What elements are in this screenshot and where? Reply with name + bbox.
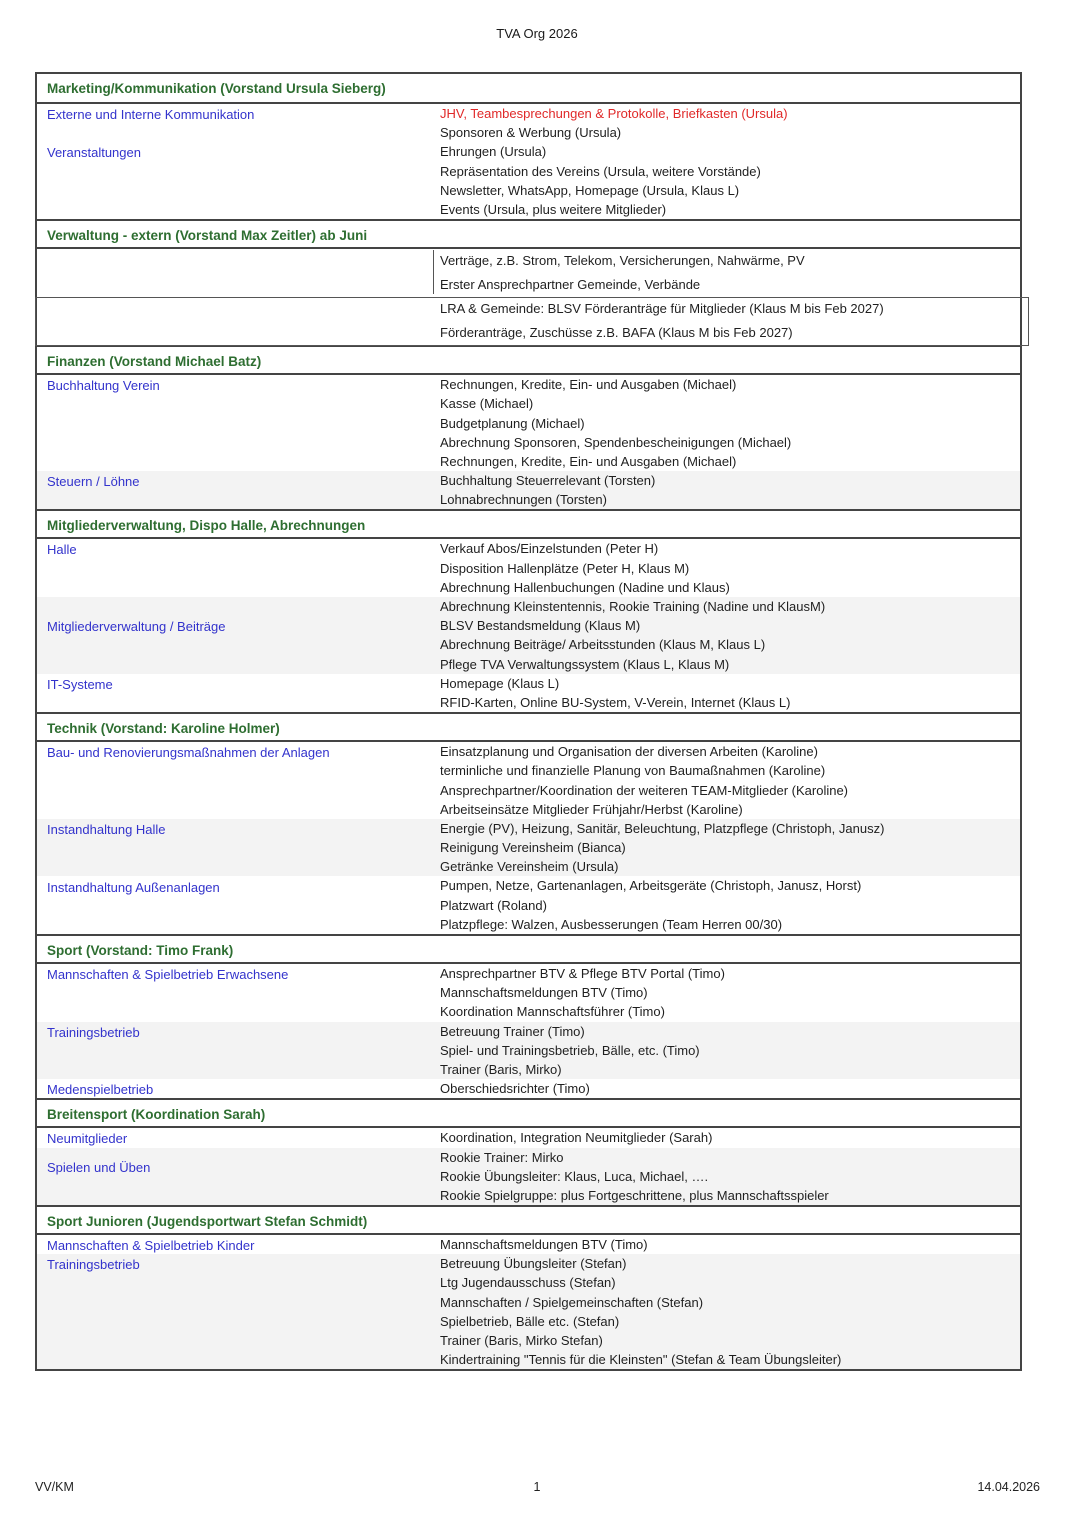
assignment-row — [37, 857, 1020, 876]
assignment-text: Energie (PV), Heizung, Sanitär, Beleuchtung, Platzpflege (Christoph, Janusz) — [440, 820, 885, 836]
assignment-text: Ansprechpartner/Koordination der weiteren TEAM-Mitglieder (Karoline) — [440, 782, 849, 798]
assignment-row — [37, 1350, 1020, 1369]
section-header: Marketing/Kommunikation (Vorstand Ursula Sieberg) — [37, 74, 1020, 104]
section-marketing — [37, 74, 1020, 219]
assignment-row — [37, 433, 1020, 452]
assignment-text: Oberschiedsrichter (Timo) — [440, 1081, 590, 1097]
assignment-text: terminliche und finanzielle Planung von Baumaßnahmen (Karoline) — [440, 763, 826, 779]
assignment-row — [37, 123, 1020, 142]
assignment-text: Mannschaftsmeldungen BTV (Timo) — [440, 985, 648, 1001]
section-body — [37, 375, 1020, 509]
assignment-row — [37, 800, 1020, 819]
assignment-row — [37, 578, 1020, 597]
assignment-text: Budgetplanung (Michael) — [440, 415, 585, 431]
assignment-text: Getränke Vereinsheim (Ursula) — [440, 859, 619, 875]
assignment-text: Förderanträge, Zuschüsse z.B. BAFA (Klaus M bis Feb 2027) — [440, 325, 793, 341]
document-title: TVA Org 2026 — [496, 26, 578, 41]
assignment-text: Trainer (Baris, Mirko) — [440, 1061, 562, 1077]
assignment-text: Erster Ansprechpartner Gemeinde, Verbände — [440, 277, 701, 293]
assignment-text: RFID-Karten, Online BU-System, V-Verein, Internet (Klaus L) — [440, 694, 791, 710]
assignment-text: Mannschaftsmeldungen BTV (Timo) — [440, 1237, 648, 1253]
assignment-text: Platzwart (Roland) — [440, 897, 547, 913]
assignment-text: Homepage (Klaus L) — [440, 675, 560, 691]
assignment-text: Ltg Jugendausschuss (Stefan) — [440, 1275, 616, 1291]
area-label: Mannschaften & Spielbetrieb Kinder — [47, 1238, 255, 1254]
assignment-text: Arbeitseinsätze Mitglieder Frühjahr/Herbst (Karoline) — [440, 801, 743, 817]
area-label: Instandhaltung Halle — [47, 821, 166, 837]
assignment-text: Newsletter, WhatsApp, Homepage (Ursula, Klaus L) — [440, 182, 740, 198]
assignment-row — [37, 1041, 1020, 1060]
assignment-row — [37, 1273, 1020, 1292]
assignment-row — [37, 321, 1020, 345]
footer-date: 14.04.2026 — [977, 1480, 1040, 1494]
assignment-text: Reinigung Vereinsheim (Bianca) — [440, 840, 626, 856]
assignment-row — [37, 597, 1020, 616]
section-junioren — [37, 1205, 1020, 1369]
footer-page-number: 1 — [533, 1480, 541, 1494]
area-label: Bau- und Renovierungsmaßnahmen der Anlagen — [47, 745, 330, 761]
assignment-text: Abrechnung Hallenbuchungen (Nadine und Klaus) — [440, 579, 730, 595]
assignment-row — [37, 490, 1020, 509]
assignment-text: Trainer (Baris, Mirko Stefan) — [440, 1333, 603, 1348]
section-header: Mitgliederverwaltung, Dispo Halle, Abrechnungen — [37, 509, 1020, 539]
assignment-row — [37, 559, 1020, 578]
textbox-border-artifact — [433, 250, 434, 294]
assignment-text: Disposition Hallenplätze (Peter H, Klaus M) — [440, 560, 690, 576]
assignment-text: Koordination Mannschaftsführer (Timo) — [440, 1004, 665, 1020]
assignment-row — [37, 674, 1020, 693]
assignment-row — [37, 297, 1020, 321]
assignment-row — [37, 983, 1020, 1002]
assignment-text: Abrechnung Sponsoren, Spendenbescheinigungen (Michael) — [440, 434, 792, 450]
section-header: Breitensport (Koordination Sarah) — [37, 1098, 1020, 1128]
area-label: Neumitglieder — [47, 1131, 128, 1147]
section-technik — [37, 712, 1020, 934]
footer-author: VV/KM — [35, 1480, 74, 1494]
assignment-row — [37, 200, 1020, 219]
assignment-text: Abrechnung Kleinstentennis, Rookie Training (Nadine und KlausM) — [440, 599, 826, 614]
section-breitensport — [37, 1098, 1020, 1205]
assignment-text: Ansprechpartner BTV & Pflege BTV Portal (Timo) — [440, 966, 725, 981]
assignment-row — [37, 1022, 1020, 1041]
assignment-row — [37, 1079, 1020, 1098]
assignment-text: Pumpen, Netze, Gartenanlagen, Arbeitsgeräte (Christoph, Janusz, Horst) — [440, 878, 862, 894]
assignment-row — [37, 394, 1020, 413]
assignment-text: Mannschaften / Spielgemeinschaften (Stefan) — [440, 1294, 704, 1310]
assignment-row — [37, 915, 1020, 934]
section-header: Sport (Vorstand: Timo Frank) — [37, 934, 1020, 964]
assignment-row — [37, 1148, 1020, 1167]
assignment-row — [37, 539, 1020, 558]
assignment-text: BLSV Bestandsmeldung (Klaus M) — [440, 618, 641, 634]
assignment-row — [37, 1060, 1020, 1079]
section-body — [37, 249, 1020, 345]
assignment-text: Lohnabrechnungen (Torsten) — [440, 492, 607, 508]
section-body — [37, 539, 1020, 712]
assignment-text: Rookie Übungsleiter: Klaus, Luca, Michael, …. — [440, 1168, 709, 1184]
assignment-row — [37, 1312, 1020, 1331]
assignment-row — [37, 761, 1020, 780]
assignment-text: LRA & Gemeinde: BLSV Förderanträge für Mitglieder (Klaus M bis Feb 2027) — [440, 301, 884, 317]
assignment-row — [37, 162, 1020, 181]
section-body — [37, 1128, 1020, 1205]
assignment-text: Repräsentation des Vereins (Ursula, weitere Vorstände) — [440, 163, 761, 179]
assignment-text: Sponsoren & Werbung (Ursula) — [440, 125, 622, 141]
area-label: Medenspielbetrieb — [47, 1082, 154, 1098]
area-label: Trainingsbetrieb — [47, 1257, 140, 1273]
area-label: Halle — [47, 542, 77, 558]
assignment-row — [37, 896, 1020, 915]
section-finanzen — [37, 345, 1020, 509]
assignment-row — [37, 181, 1020, 200]
area-label: Spielen und Üben — [47, 1160, 151, 1176]
assignment-text: JHV, Teambesprechungen & Protokolle, Briefkasten (Ursula) — [440, 106, 788, 121]
section-header: Finanzen (Vorstand Michael Batz) — [37, 345, 1020, 375]
section-verwaltung — [37, 219, 1020, 345]
assignment-row — [37, 1167, 1020, 1186]
section-mitglieder — [37, 509, 1020, 712]
assignment-row — [37, 819, 1020, 838]
assignment-row — [37, 1254, 1020, 1273]
assignment-text: Rookie Trainer: Mirko — [440, 1149, 564, 1165]
assignment-text: Kindertraining "Tennis für die Kleinsten" (Stefan & Team Übungsleiter) — [440, 1352, 842, 1368]
assignment-text: Rechnungen, Kredite, Ein- und Ausgaben (Michael) — [440, 453, 737, 469]
assignment-row — [37, 781, 1020, 800]
assignment-row — [37, 693, 1020, 712]
assignment-text: Buchhaltung Steuerrelevant (Torsten) — [440, 473, 656, 489]
assignment-text: Spielbetrieb, Bälle etc. (Stefan) — [440, 1313, 620, 1329]
section-header: Verwaltung - extern (Vorstand Max Zeitler) ab Juni — [37, 219, 1020, 249]
assignment-row — [37, 142, 1020, 161]
assignment-text: Events (Ursula, plus weitere Mitglieder) — [440, 201, 667, 217]
section-sport — [37, 934, 1020, 1098]
assignment-text: Pflege TVA Verwaltungssystem (Klaus L, Klaus M) — [440, 656, 730, 672]
area-label: Steuern / Löhne — [47, 474, 140, 490]
area-label: Veranstaltungen — [47, 145, 141, 161]
assignment-row — [37, 1128, 1020, 1147]
section-body — [37, 964, 1020, 1098]
assignment-text: Koordination, Integration Neumitglieder (Sarah) — [440, 1130, 713, 1146]
assignment-text: Spiel- und Trainingsbetrieb, Bälle, etc. (Timo) — [440, 1042, 700, 1058]
assignment-text: Rookie Spielgruppe: plus Fortgeschrittene, plus Mannschaftsspieler — [440, 1187, 829, 1203]
assignment-text: Einsatzplanung und Organisation der diversen Arbeiten (Karoline) — [440, 744, 818, 760]
area-label: IT-Systeme — [47, 676, 113, 692]
assignment-row — [37, 471, 1020, 490]
assignment-row — [37, 249, 1020, 273]
area-label: Externe und Interne Kommunikation — [47, 107, 255, 122]
assignment-row — [37, 838, 1020, 857]
assignment-row — [37, 375, 1020, 394]
assignment-row — [37, 1186, 1020, 1205]
org-chart-table — [35, 72, 1022, 1371]
section-header: Sport Junioren (Jugendsportwart Stefan Schmidt) — [37, 1205, 1020, 1235]
assignment-row — [37, 635, 1020, 654]
section-body — [37, 104, 1020, 219]
assignment-text: Verkauf Abos/Einzelstunden (Peter H) — [440, 541, 659, 557]
assignment-row — [37, 1331, 1020, 1350]
area-label: Instandhaltung Außenanlagen — [47, 879, 220, 895]
assignment-text: Verträge, z.B. Strom, Telekom, Versicherungen, Nahwärme, PV — [440, 253, 805, 269]
assignment-text: Rechnungen, Kredite, Ein- und Ausgaben (Michael) — [440, 377, 737, 393]
area-label: Trainingsbetrieb — [47, 1024, 140, 1040]
area-label: Mannschaften & Spielbetrieb Erwachsene — [47, 967, 289, 982]
assignment-text: Platzpflege: Walzen, Ausbesserungen (Team Herren 00/30) — [440, 916, 783, 932]
assignment-text: Betreuung Trainer (Timo) — [440, 1023, 585, 1039]
assignment-row — [37, 1293, 1020, 1312]
assignment-row — [37, 655, 1020, 674]
assignment-text: Abrechnung Beiträge/ Arbeitsstunden (Klaus M, Klaus L) — [440, 637, 766, 653]
assignment-row — [37, 452, 1020, 471]
area-label: Buchhaltung Verein — [47, 378, 160, 394]
assignment-text: Ehrungen (Ursula) — [440, 144, 547, 160]
assignment-row — [37, 414, 1020, 433]
assignment-row — [37, 1002, 1020, 1021]
section-body — [37, 742, 1020, 934]
section-body — [37, 1235, 1020, 1369]
section-header: Technik (Vorstand: Karoline Holmer) — [37, 712, 1020, 742]
assignment-text: Betreuung Übungsleiter (Stefan) — [440, 1256, 627, 1272]
assignment-text: Kasse (Michael) — [440, 396, 534, 412]
area-label: Mitgliederverwaltung / Beiträge — [47, 619, 226, 635]
assignment-row — [37, 273, 1020, 297]
